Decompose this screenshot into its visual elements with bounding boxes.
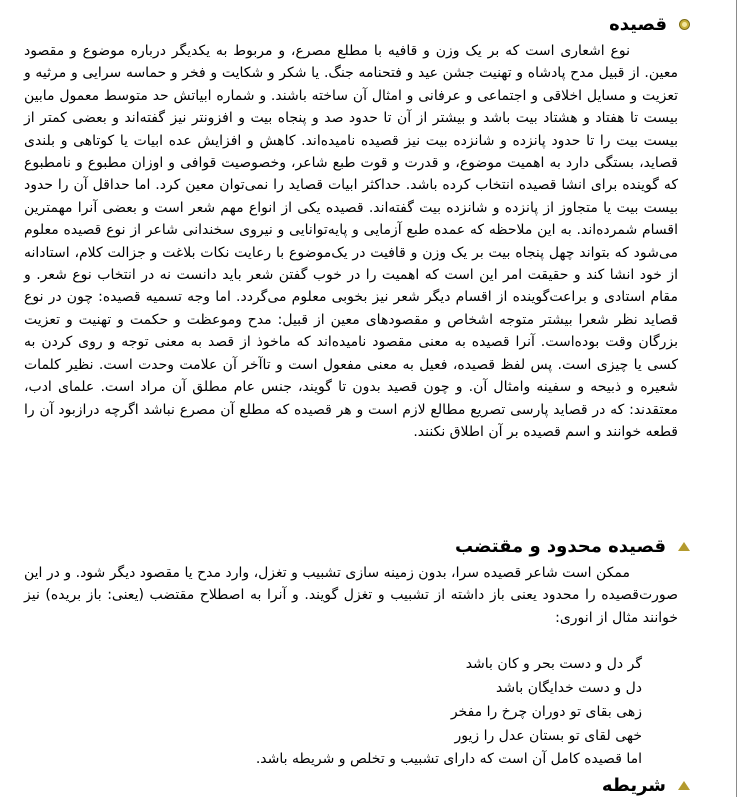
section-paragraph-mahdood: ممکن است شاعر قصیده سرا، بدون زمینه سازی تشبیب و تغزل، وارد مدح یا مقصود دیگر شود. و در این صورت‌قصیده را محدود یعنی باز داشته از تشبیب و تغزل گویند. و آنرا به اصطلاح مقتضب (یعنی: باز بریده) نیز خوانند مثال از انوری: [24,565,678,626]
closing-sentence: اما قصیده کامل آن است که دارای تشبیب و تخلص و شریطه باشد. [255,751,642,767]
section-heading-sharitah [602,771,690,799]
section-paragraph-qasideh: نوع اشعاری است که بر یک وزن و قافیه با مطلع مصرع، و مربوط به یکدیگر درباره موضوع و مقصود معین. از قبیل مدح پادشاه و تهنیت جشن عید و فتحنامه جنگ. یا شکر و شکایت و فخر و حماسه سرایی و مرثیه و تعزیت و مسایل اخلاقی و اجتماعی و عرفانی و امثال آن ساخته باشند. و شماره ابیاتش حد متوسط معمول مابین بیست تا هفتاد و هشتاد بیت باشد و بیشتر از آن تا حدود صد و پنجاه بیت و افزونتر نیز گفته‌اند و بعضی کمتر از بیست بیت را تا حدود پانزده و شانزده بیت نیز قصیده نامیده‌اند. کاهش و افزایش عده ابیات یا کوتاهی و بلندی قصاید، بستگی دارد به اهمیت موضوع، و قدرت و قوت طبع شاعر، وخصوصیت قوافی و اوزان مطبوع و نامطبوع که گوینده برای انشا قصیده انتخاب کرده باشد. حداکثر ابیات قصاید را نمی‌توان معین کرد. اما حداقل آن را حدود بیست بیت یا متجاوز از پانزده و شانزده بیت گفته‌اند. قصیده یکی از انواع مهم شعر است و بعضی آنرا مهمترین اقسام شمرده‌اند. به این ملاحظه که عمده طبع آزمایی و پایه‌توانایی و نیروی سخندانی شاعر از نوع قصیده معلوم می‌شود که بتواند چهل پنجاه بیت بر یک وزن و قافیت در یک‌موضوع با رعایت نکات بلاغت و جزالت کلام، استادانه از خود انشا کند و حقیقت امر این است که اهمیت را در خوب گفتن شعر باید دانست نه در انتخاب نوع شعر. و مقام استادی و براعت‌گوینده از اقسام دیگر شعر نیز بخوبی معلوم می‌گردد. اما وجه تسمیه قصیده: چون در نوع قصاید نظر شعرا بیشتر متوجه اشخاص و مقصودهای معین از قبیل: مدح وموعظت و حکمت و تهنیت و تعزیت بزرگان وقت بوده‌است. آنرا قصیده به معنی مقصود نامیده‌اند که ماخوذ از قصد به معنی توجه و روی کردن به کسی یا چیزی است. پس لفظ قصیده، فعیل به معنی مفعول است و تاآخر آن علامت وحدت است. نظیر کلمات شعیره و ذبیحه و سفینه وامثال آن. و چون قصید بدون تا گویند، جنس عام مطلق آن مراد است. علمای ادب، معتقدند: که در قصاید پارسی تصریع مطالع لازم است و هر قصیده که مطلع آن مصرع نباشد اگرچه درازبود آن را قطعه خوانند و اسم قصیده بر آن اطلاق نکنند. [24,43,678,440]
section-title: قصیده [609,13,667,35]
circle-bullet-icon [679,19,690,30]
poem-line: گر دل و دست بحر و کان باشد [465,656,642,672]
section-heading-qasideh [609,10,690,38]
section-title: شریطه [601,774,666,796]
poem-block [451,652,642,748]
poem-line: زهی بقای تو دوران چرخ را مفخر [450,704,642,720]
section-heading-mahdood [455,532,690,560]
poem-line: دل و دست خدایگان باشد [496,680,642,696]
poem-line: خهی لقای تو بستان عدل را زیور [454,728,642,744]
page-right-border [736,0,737,797]
section-title: قصیده محدود و مقتضب [454,535,666,557]
triangle-bullet-icon [678,542,690,551]
triangle-bullet-icon [678,781,690,790]
